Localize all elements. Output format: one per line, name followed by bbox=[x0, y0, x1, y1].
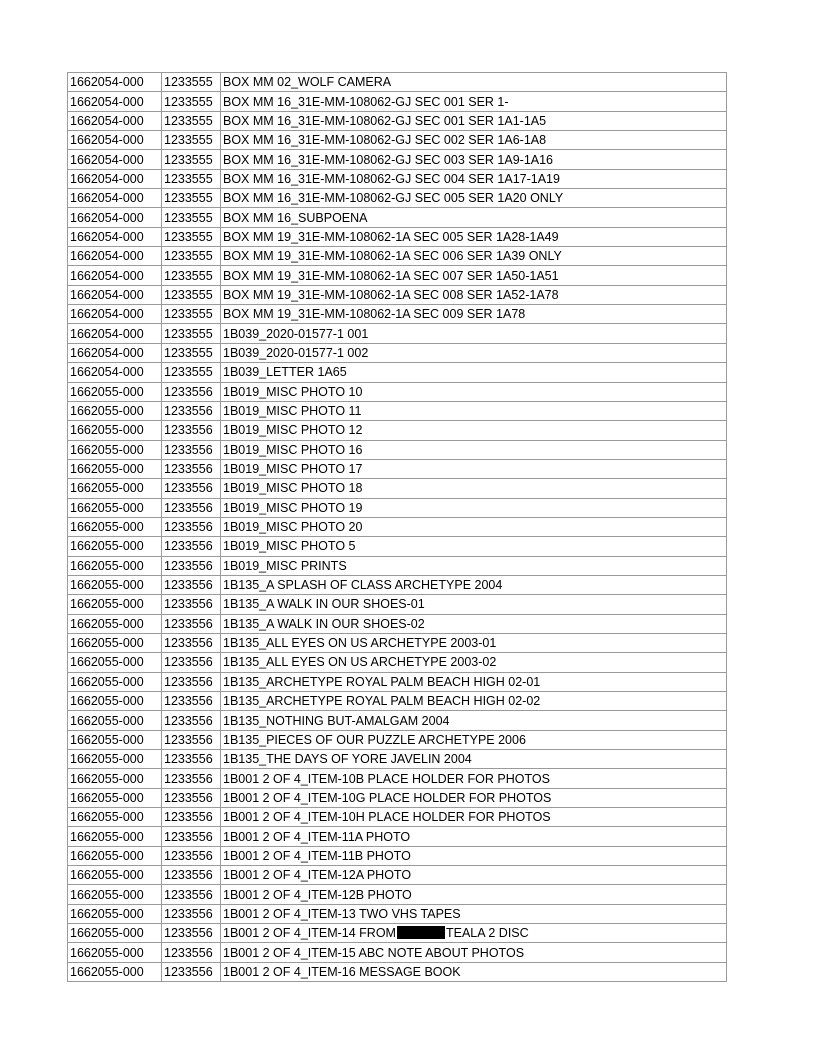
record-number-cell: 1233555 bbox=[162, 285, 221, 304]
table-row bbox=[68, 227, 727, 246]
table-row bbox=[68, 556, 727, 575]
table-row bbox=[68, 285, 727, 304]
table-row bbox=[68, 595, 727, 614]
record-id-cell: 1662055-000 bbox=[68, 556, 162, 575]
record-id-cell: 1662054-000 bbox=[68, 73, 162, 92]
record-number-cell: 1233555 bbox=[162, 131, 221, 150]
record-description-cell: 1B019_MISC PHOTO 12 bbox=[221, 421, 727, 440]
record-number-cell: 1233556 bbox=[162, 769, 221, 788]
record-number-cell: 1233555 bbox=[162, 92, 221, 111]
record-description-cell: 1B135_A WALK IN OUR SHOES-01 bbox=[221, 595, 727, 614]
record-number-cell: 1233556 bbox=[162, 537, 221, 556]
record-description-cell: BOX MM 16_31E-MM-108062-GJ SEC 001 SER 1A1-1A5 bbox=[221, 111, 727, 130]
table-row bbox=[68, 827, 727, 846]
table-row bbox=[68, 169, 727, 188]
record-number-cell: 1233556 bbox=[162, 672, 221, 691]
record-id-cell: 1662055-000 bbox=[68, 517, 162, 536]
record-id-cell: 1662055-000 bbox=[68, 382, 162, 401]
record-number-cell: 1233556 bbox=[162, 595, 221, 614]
table-row bbox=[68, 750, 727, 769]
record-description-cell: BOX MM 19_31E-MM-108062-1A SEC 008 SER 1A52-1A78 bbox=[221, 285, 727, 304]
record-id-cell: 1662055-000 bbox=[68, 730, 162, 749]
record-id-cell: 1662055-000 bbox=[68, 498, 162, 517]
record-id-cell: 1662055-000 bbox=[68, 808, 162, 827]
table-row bbox=[68, 111, 727, 130]
record-id-cell: 1662055-000 bbox=[68, 537, 162, 556]
record-id-cell: 1662055-000 bbox=[68, 401, 162, 420]
record-description-cell: BOX MM 19_31E-MM-108062-1A SEC 005 SER 1A28-1A49 bbox=[221, 227, 727, 246]
record-id-cell: 1662055-000 bbox=[68, 943, 162, 962]
record-number-cell: 1233556 bbox=[162, 440, 221, 459]
table-row bbox=[68, 924, 727, 943]
record-number-cell: 1233556 bbox=[162, 517, 221, 536]
record-number-cell: 1233556 bbox=[162, 401, 221, 420]
record-description-cell: BOX MM 16_SUBPOENA bbox=[221, 208, 727, 227]
record-number-cell: 1233556 bbox=[162, 866, 221, 885]
record-description-cell: BOX MM 16_31E-MM-108062-GJ SEC 005 SER 1A20 ONLY bbox=[221, 189, 727, 208]
record-description-cell: 1B019_MISC PHOTO 20 bbox=[221, 517, 727, 536]
record-number-cell: 1233555 bbox=[162, 343, 221, 362]
table-row bbox=[68, 479, 727, 498]
record-id-cell: 1662055-000 bbox=[68, 924, 162, 943]
record-id-cell: 1662054-000 bbox=[68, 305, 162, 324]
record-number-cell: 1233556 bbox=[162, 750, 221, 769]
record-description-cell: 1B001 2 OF 4_ITEM-12A PHOTO bbox=[221, 866, 727, 885]
record-description-cell bbox=[221, 924, 727, 943]
record-id-cell: 1662055-000 bbox=[68, 672, 162, 691]
record-description-cell: BOX MM 16_31E-MM-108062-GJ SEC 003 SER 1A9-1A16 bbox=[221, 150, 727, 169]
table-row bbox=[68, 363, 727, 382]
table-row bbox=[68, 208, 727, 227]
record-number-cell: 1233556 bbox=[162, 788, 221, 807]
table-row bbox=[68, 846, 727, 865]
record-number-cell: 1233555 bbox=[162, 266, 221, 285]
table-row bbox=[68, 266, 727, 285]
record-id-cell: 1662054-000 bbox=[68, 169, 162, 188]
description-text-after-redaction: TEALA 2 DISC bbox=[445, 926, 529, 941]
record-description-cell: 1B019_MISC PHOTO 16 bbox=[221, 440, 727, 459]
record-description-cell: 1B019_MISC PHOTO 5 bbox=[221, 537, 727, 556]
record-id-cell: 1662054-000 bbox=[68, 131, 162, 150]
record-id-cell: 1662055-000 bbox=[68, 633, 162, 652]
record-id-cell: 1662055-000 bbox=[68, 769, 162, 788]
table-row bbox=[68, 247, 727, 266]
record-number-cell: 1233556 bbox=[162, 943, 221, 962]
table-row bbox=[68, 189, 727, 208]
record-number-cell: 1233555 bbox=[162, 208, 221, 227]
record-number-cell: 1233555 bbox=[162, 247, 221, 266]
record-number-cell: 1233555 bbox=[162, 169, 221, 188]
record-id-cell: 1662055-000 bbox=[68, 614, 162, 633]
record-number-cell: 1233556 bbox=[162, 827, 221, 846]
record-description-cell: BOX MM 19_31E-MM-108062-1A SEC 006 SER 1A39 ONLY bbox=[221, 247, 727, 266]
record-id-cell: 1662055-000 bbox=[68, 595, 162, 614]
record-id-cell: 1662054-000 bbox=[68, 363, 162, 382]
record-description-cell: 1B001 2 OF 4_ITEM-11A PHOTO bbox=[221, 827, 727, 846]
record-description-cell: 1B001 2 OF 4_ITEM-10G PLACE HOLDER FOR PHOTOS bbox=[221, 788, 727, 807]
record-number-cell: 1233556 bbox=[162, 692, 221, 711]
record-number-cell: 1233556 bbox=[162, 575, 221, 594]
record-description-cell: BOX MM 19_31E-MM-108062-1A SEC 009 SER 1A78 bbox=[221, 305, 727, 324]
record-number-cell: 1233555 bbox=[162, 189, 221, 208]
table-row bbox=[68, 343, 727, 362]
table-row bbox=[68, 537, 727, 556]
record-number-cell: 1233555 bbox=[162, 227, 221, 246]
record-id-cell: 1662055-000 bbox=[68, 711, 162, 730]
table-row bbox=[68, 633, 727, 652]
record-number-cell: 1233556 bbox=[162, 730, 221, 749]
record-number-cell: 1233556 bbox=[162, 614, 221, 633]
record-description-cell: 1B039_2020-01577-1 001 bbox=[221, 324, 727, 343]
record-description-cell: 1B001 2 OF 4_ITEM-12B PHOTO bbox=[221, 885, 727, 904]
record-id-cell: 1662055-000 bbox=[68, 459, 162, 478]
table-row bbox=[68, 711, 727, 730]
table-row bbox=[68, 131, 727, 150]
record-id-cell: 1662055-000 bbox=[68, 788, 162, 807]
record-id-cell: 1662055-000 bbox=[68, 962, 162, 981]
record-number-cell: 1233556 bbox=[162, 711, 221, 730]
record-description-cell: 1B019_MISC PRINTS bbox=[221, 556, 727, 575]
record-id-cell: 1662054-000 bbox=[68, 266, 162, 285]
record-description-cell: 1B001 2 OF 4_ITEM-13 TWO VHS TAPES bbox=[221, 904, 727, 923]
record-id-cell: 1662055-000 bbox=[68, 440, 162, 459]
table-row bbox=[68, 769, 727, 788]
record-number-cell: 1233555 bbox=[162, 150, 221, 169]
records-table bbox=[67, 72, 727, 982]
record-description-cell: 1B019_MISC PHOTO 10 bbox=[221, 382, 727, 401]
record-description-cell: BOX MM 16_31E-MM-108062-GJ SEC 001 SER 1- bbox=[221, 92, 727, 111]
record-id-cell: 1662054-000 bbox=[68, 343, 162, 362]
table-row bbox=[68, 614, 727, 633]
record-description-cell: BOX MM 16_31E-MM-108062-GJ SEC 002 SER 1A6-1A8 bbox=[221, 131, 727, 150]
record-id-cell: 1662055-000 bbox=[68, 866, 162, 885]
record-description-cell: 1B135_A SPLASH OF CLASS ARCHETYPE 2004 bbox=[221, 575, 727, 594]
table-row bbox=[68, 421, 727, 440]
record-description-cell: 1B001 2 OF 4_ITEM-11B PHOTO bbox=[221, 846, 727, 865]
record-number-cell: 1233556 bbox=[162, 846, 221, 865]
record-number-cell: 1233556 bbox=[162, 479, 221, 498]
record-description-cell: 1B039_2020-01577-1 002 bbox=[221, 343, 727, 362]
record-number-cell: 1233555 bbox=[162, 111, 221, 130]
record-id-cell: 1662054-000 bbox=[68, 285, 162, 304]
table-row bbox=[68, 305, 727, 324]
table-row bbox=[68, 866, 727, 885]
record-id-cell: 1662055-000 bbox=[68, 885, 162, 904]
record-description-cell: 1B135_ARCHETYPE ROYAL PALM BEACH HIGH 02-02 bbox=[221, 692, 727, 711]
record-number-cell: 1233556 bbox=[162, 924, 221, 943]
record-description-cell: 1B019_MISC PHOTO 11 bbox=[221, 401, 727, 420]
record-id-cell: 1662055-000 bbox=[68, 904, 162, 923]
record-description-cell: 1B019_MISC PHOTO 17 bbox=[221, 459, 727, 478]
record-id-cell: 1662054-000 bbox=[68, 189, 162, 208]
record-number-cell: 1233555 bbox=[162, 73, 221, 92]
record-description-cell: 1B039_LETTER 1A65 bbox=[221, 363, 727, 382]
record-number-cell: 1233556 bbox=[162, 633, 221, 652]
record-id-cell: 1662055-000 bbox=[68, 827, 162, 846]
table-row bbox=[68, 459, 727, 478]
record-description-cell: 1B135_PIECES OF OUR PUZZLE ARCHETYPE 2006 bbox=[221, 730, 727, 749]
record-number-cell: 1233555 bbox=[162, 363, 221, 382]
record-id-cell: 1662054-000 bbox=[68, 111, 162, 130]
table-row bbox=[68, 324, 727, 343]
record-description-cell: 1B135_ARCHETYPE ROYAL PALM BEACH HIGH 02-01 bbox=[221, 672, 727, 691]
description-text: 1B001 2 OF 4_ITEM-14 FROM bbox=[223, 926, 396, 941]
record-description-cell: 1B135_NOTHING BUT-AMALGAM 2004 bbox=[221, 711, 727, 730]
record-number-cell: 1233556 bbox=[162, 808, 221, 827]
table-row bbox=[68, 904, 727, 923]
table-row bbox=[68, 440, 727, 459]
record-description-cell: BOX MM 16_31E-MM-108062-GJ SEC 004 SER 1A17-1A19 bbox=[221, 169, 727, 188]
record-description-cell: 1B135_ALL EYES ON US ARCHETYPE 2003-02 bbox=[221, 653, 727, 672]
record-number-cell: 1233556 bbox=[162, 653, 221, 672]
record-description-cell: 1B135_THE DAYS OF YORE JAVELIN 2004 bbox=[221, 750, 727, 769]
record-id-cell: 1662055-000 bbox=[68, 750, 162, 769]
table-row bbox=[68, 962, 727, 981]
table-row bbox=[68, 401, 727, 420]
table-row bbox=[68, 382, 727, 401]
record-id-cell: 1662054-000 bbox=[68, 324, 162, 343]
record-description-cell: 1B019_MISC PHOTO 19 bbox=[221, 498, 727, 517]
record-description-cell: BOX MM 02_WOLF CAMERA bbox=[221, 73, 727, 92]
record-number-cell: 1233556 bbox=[162, 885, 221, 904]
record-id-cell: 1662054-000 bbox=[68, 208, 162, 227]
record-id-cell: 1662054-000 bbox=[68, 227, 162, 246]
table-row bbox=[68, 730, 727, 749]
table-row bbox=[68, 672, 727, 691]
record-description-cell: 1B135_ALL EYES ON US ARCHETYPE 2003-01 bbox=[221, 633, 727, 652]
table-row bbox=[68, 885, 727, 904]
record-number-cell: 1233556 bbox=[162, 459, 221, 478]
record-number-cell: 1233555 bbox=[162, 305, 221, 324]
record-id-cell: 1662054-000 bbox=[68, 150, 162, 169]
record-number-cell: 1233556 bbox=[162, 962, 221, 981]
record-number-cell: 1233556 bbox=[162, 421, 221, 440]
record-description-cell: 1B135_A WALK IN OUR SHOES-02 bbox=[221, 614, 727, 633]
record-description-cell: 1B001 2 OF 4_ITEM-10B PLACE HOLDER FOR PHOTOS bbox=[221, 769, 727, 788]
records-table-body bbox=[68, 73, 727, 982]
redaction-block bbox=[397, 926, 445, 939]
table-row bbox=[68, 150, 727, 169]
record-number-cell: 1233556 bbox=[162, 556, 221, 575]
record-id-cell: 1662054-000 bbox=[68, 247, 162, 266]
record-description-cell: 1B001 2 OF 4_ITEM-10H PLACE HOLDER FOR PHOTOS bbox=[221, 808, 727, 827]
table-row bbox=[68, 788, 727, 807]
record-description-cell: BOX MM 19_31E-MM-108062-1A SEC 007 SER 1A50-1A51 bbox=[221, 266, 727, 285]
record-id-cell: 1662055-000 bbox=[68, 846, 162, 865]
record-description-cell: 1B019_MISC PHOTO 18 bbox=[221, 479, 727, 498]
record-id-cell: 1662055-000 bbox=[68, 479, 162, 498]
record-id-cell: 1662055-000 bbox=[68, 653, 162, 672]
table-row bbox=[68, 517, 727, 536]
record-number-cell: 1233556 bbox=[162, 498, 221, 517]
table-row bbox=[68, 498, 727, 517]
record-id-cell: 1662054-000 bbox=[68, 92, 162, 111]
record-id-cell: 1662055-000 bbox=[68, 421, 162, 440]
record-description-cell: 1B001 2 OF 4_ITEM-16 MESSAGE BOOK bbox=[221, 962, 727, 981]
table-row bbox=[68, 73, 727, 92]
record-number-cell: 1233556 bbox=[162, 382, 221, 401]
table-row bbox=[68, 943, 727, 962]
record-number-cell: 1233556 bbox=[162, 904, 221, 923]
table-row bbox=[68, 653, 727, 672]
record-id-cell: 1662055-000 bbox=[68, 692, 162, 711]
record-number-cell: 1233555 bbox=[162, 324, 221, 343]
table-row bbox=[68, 808, 727, 827]
record-description-cell: 1B001 2 OF 4_ITEM-15 ABC NOTE ABOUT PHOTOS bbox=[221, 943, 727, 962]
table-row bbox=[68, 92, 727, 111]
table-row bbox=[68, 575, 727, 594]
table-row bbox=[68, 692, 727, 711]
record-id-cell: 1662055-000 bbox=[68, 575, 162, 594]
